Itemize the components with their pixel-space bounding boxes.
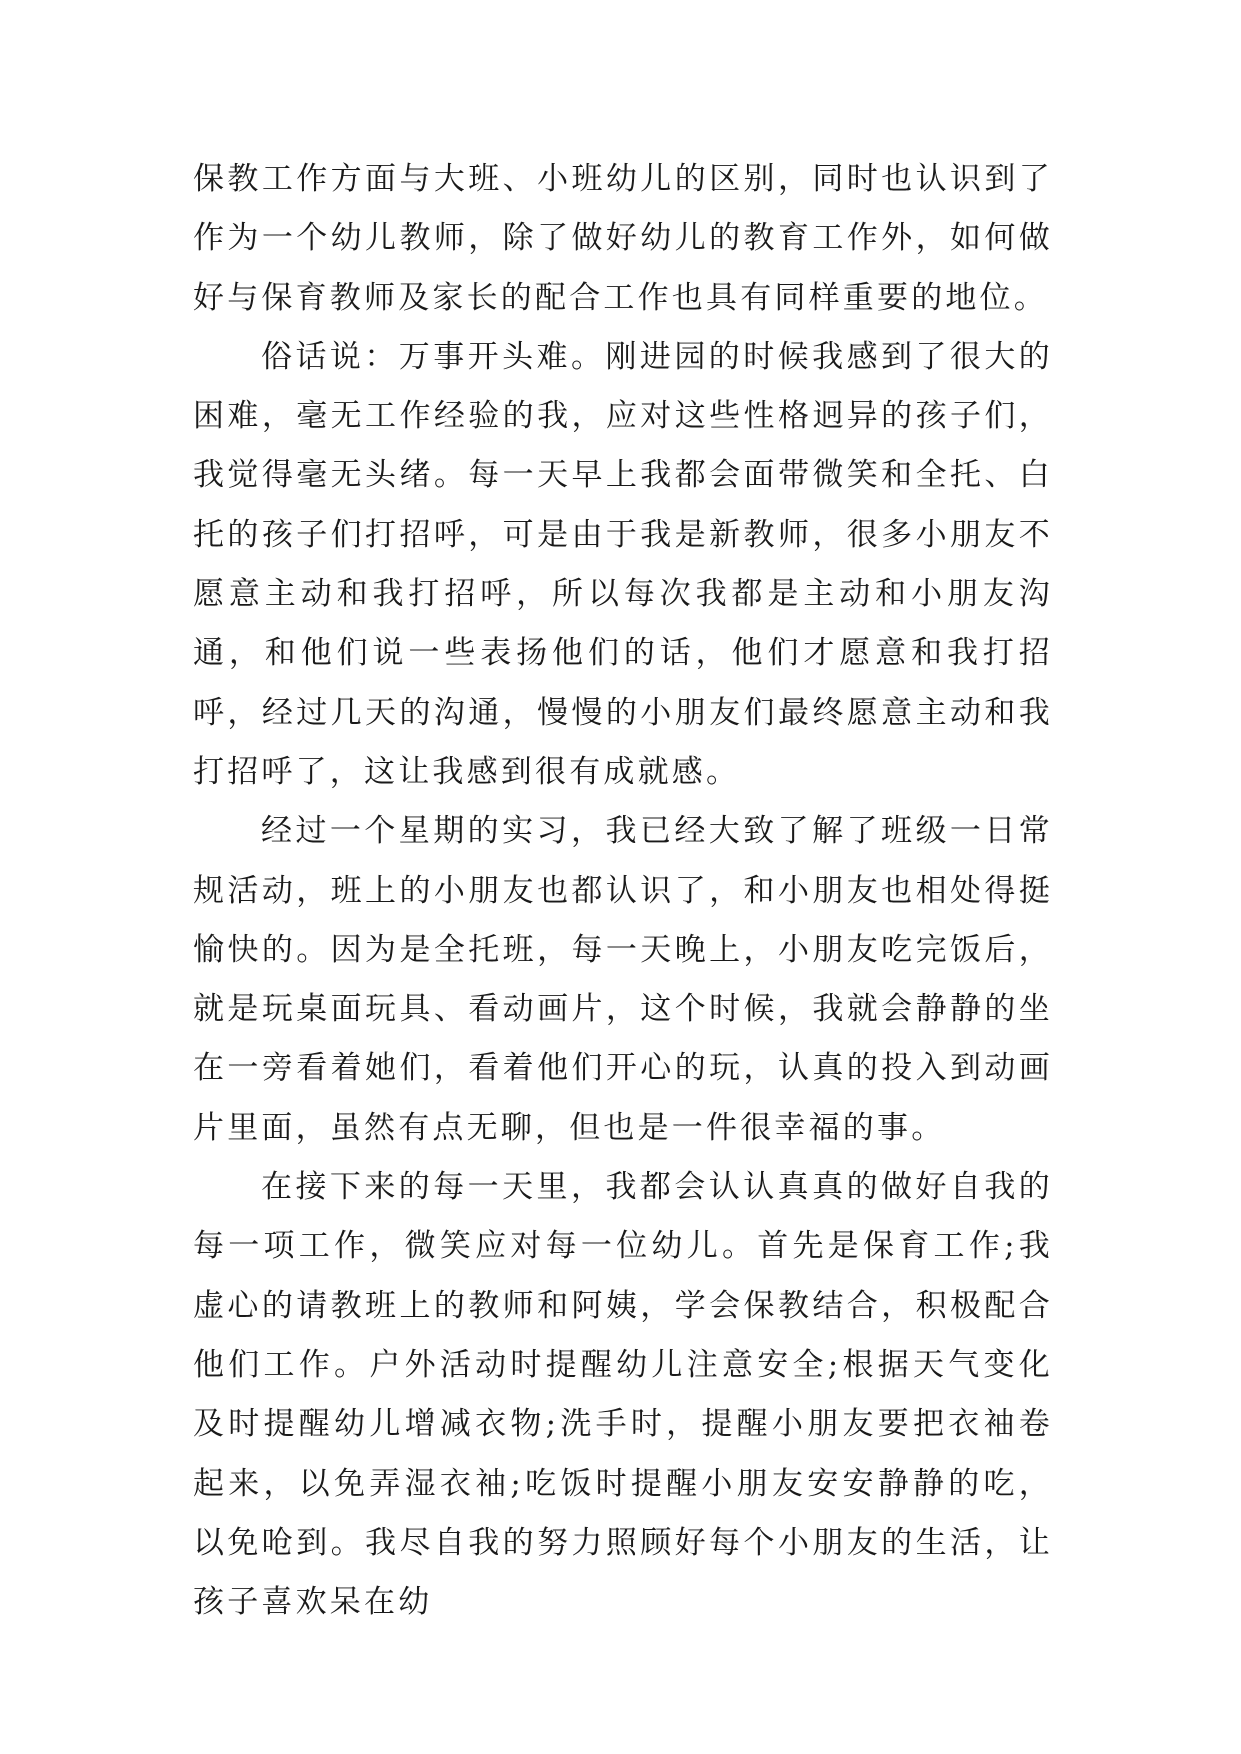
paragraph: 俗话说：万事开头难。刚进园的时候我感到了很大的困难，毫无工作经验的我，应对这些性格迥异的孩子们，我觉得毫无头绪。每一天早上我都会面带微笑和全托、白托的孩子们打招呼，可是由于我是新教师，很多小朋友不愿意主动和我打招呼，所以每次我都是主动和小朋友沟通，和他们说一些表扬他们的话，他们才愿意和我打招呼，经过几天的沟通，慢慢的小朋友们最终愿意主动和我打招呼了，这让我感到很有成就感。 <box>193 338 1053 790</box>
paragraph: 在接下来的每一天里，我都会认认真真的做好自我的每一项工作，微笑应对每一位幼儿。首先是保育工作;我虚心的请教班上的教师和阿姨，学会保教结合，积极配合他们工作。户外活动时提醒幼儿注意安全;根据天气变化及时提醒幼儿增减衣物;洗手时，提醒小朋友要把衣袖卷起来，以免弄湿衣袖;吃饭时提醒小朋友安安静静的吃，以免呛到。我尽自我的努力照顾好每个小朋友的生活，让孩子喜欢呆在幼 <box>193 1169 1053 1621</box>
paragraph-continued: 保教工作方面与大班、小班幼儿的区别，同时也认识到了作为一个幼儿教师，除了做好幼儿的教育工作外，如何做好与保育教师及家长的配合工作也具有同样重要的地位。 <box>193 161 1053 316</box>
paragraph: 经过一个星期的实习，我已经大致了解了班级一日常规活动，班上的小朋友也都认识了，和小朋友也相处得挺愉快的。因为是全托班，每一天晚上，小朋友吃完饭后，就是玩桌面玩具、看动画片，这个时候，我就会静静的坐在一旁看着她们，看着他们开心的玩，认真的投入到动画片里面，虽然有点无聊，但也是一件很幸福的事。 <box>193 813 1053 1146</box>
document-body <box>193 150 1053 1632</box>
